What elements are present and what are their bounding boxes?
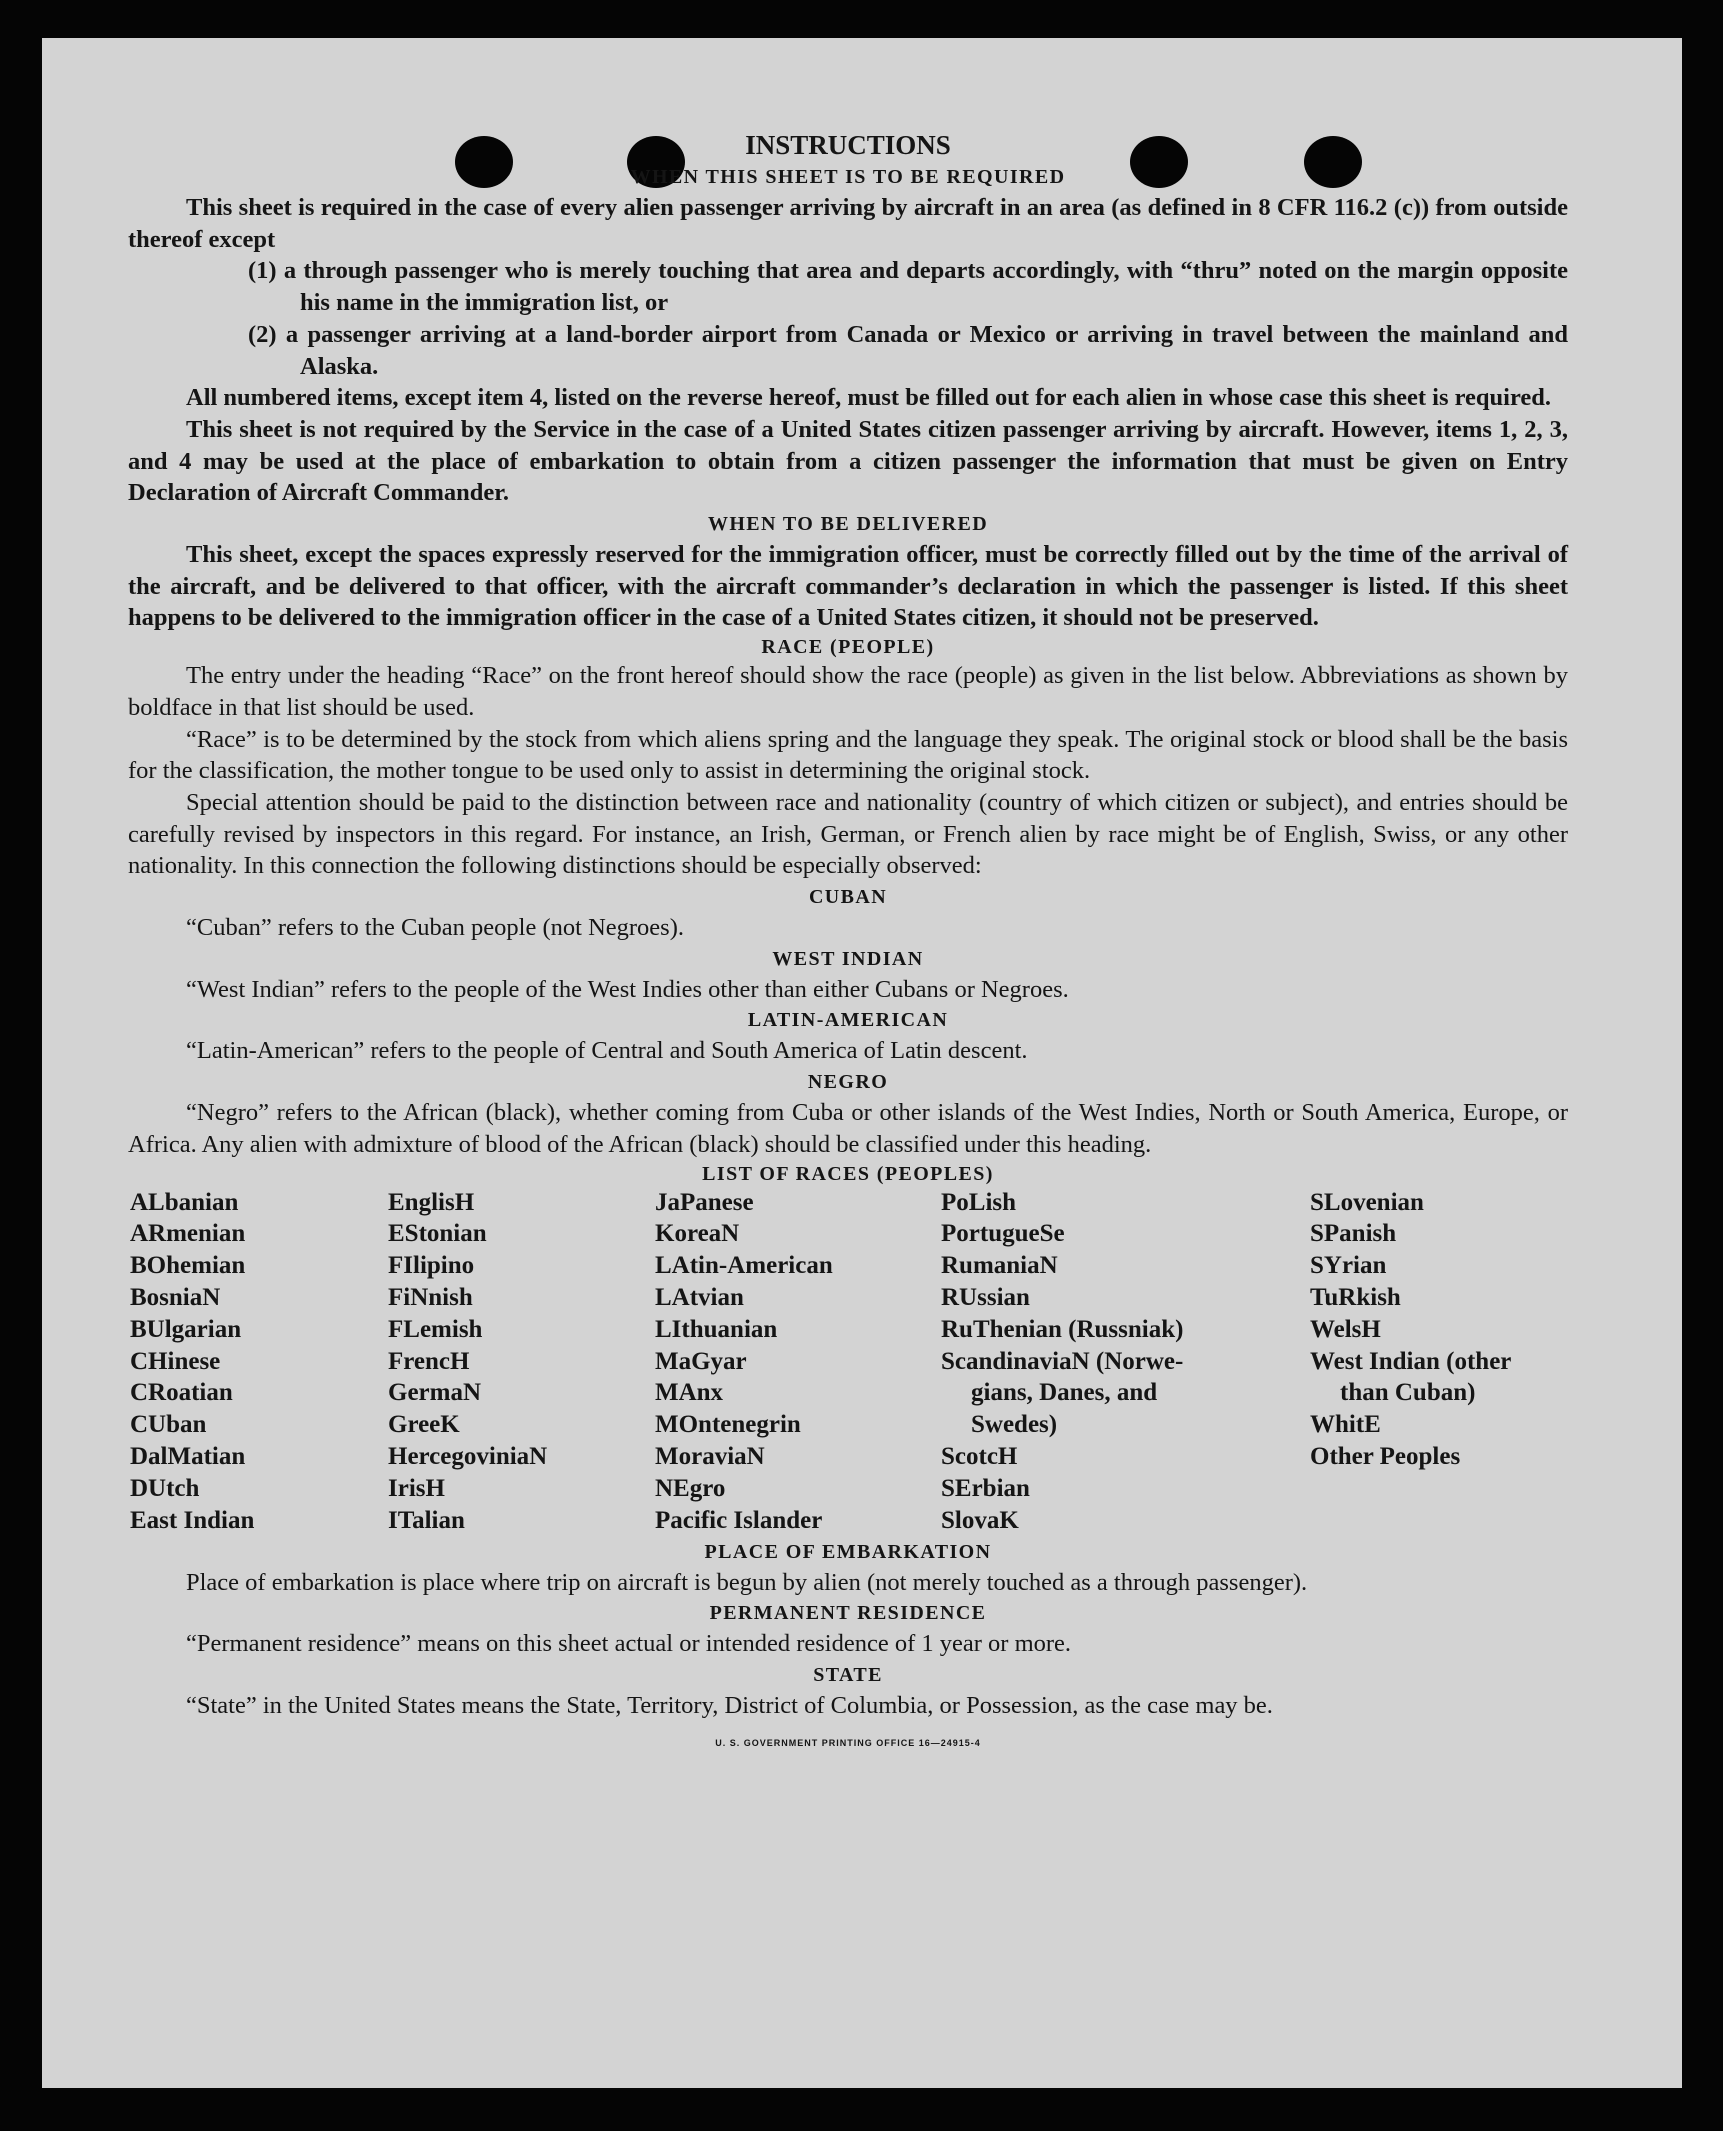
heading-latin-american: LATIN-AMERICAN — [747, 1009, 949, 1032]
list-item: than Cuban) — [1340, 1379, 1476, 1407]
list-item: CRoatian — [130, 1379, 233, 1407]
paragraph: “West Indian” refers to the people of the West Indies other than either Cubans or Negroes. — [186, 975, 1069, 1003]
list-item: LAtin-American — [655, 1252, 833, 1280]
paragraph: “Cuban” refers to the Cuban people (not Negroes). — [186, 914, 684, 942]
document-body — [128, 128, 1568, 1759]
list-item: ScotcH — [941, 1442, 1018, 1470]
heading-place-of-embarkation: PLACE OF EMBARKATION — [704, 1540, 992, 1563]
list-item: KoreaN — [655, 1220, 740, 1248]
list-item: BosniaN — [130, 1283, 221, 1311]
paragraph: This sheet is required in the case of every alien passenger arriving by aircraft in an area (as defined in 8 CFR 116.2 (c)) from outside thereof except — [128, 194, 1568, 253]
heading-west-indian: WEST INDIAN — [772, 947, 924, 970]
list-item: DUtch — [130, 1474, 200, 1502]
list-item: MOntenegrin — [655, 1411, 801, 1439]
list-item: NEgro — [655, 1474, 726, 1502]
list-item: RuThenian (Russniak) — [941, 1315, 1184, 1343]
paragraph: “Permanent residence” means on this sheet actual or intended residence of 1 year or more. — [186, 1630, 1072, 1658]
paragraph: The entry under the heading “Race” on the front hereof should show the race (people) as given in the list below. Abbreviations as shown by boldface in that list should be used. — [128, 662, 1568, 721]
list-item: WelsH — [1310, 1315, 1381, 1343]
list-item: CHinese — [130, 1347, 221, 1375]
list-item: WhitE — [1310, 1411, 1381, 1439]
list-item: GermaN — [388, 1379, 482, 1407]
list-item: (1) a through passenger who is merely touching that area and departs accordingly, with “thru” noted on the margin opposite his name in the immigration list, or — [248, 257, 1568, 317]
paragraph: Special attention should be paid to the distinction between race and nationality (country of which citizen or subject), and entries should be carefully revised by inspectors in this regard. For instance, an Irish, German, or French alien by race might be of English, Swiss, or any other nationality. In this connection the following distinctions should be especially observed: — [128, 788, 1568, 880]
heading-when-delivered: WHEN TO BE DELIVERED — [707, 513, 989, 536]
list-item: IrisH — [388, 1474, 445, 1502]
paragraph: “Negro” refers to the African (black), whether coming from Cuba or other islands of the West Indies, North or South America, Europe, or Africa. Any alien with admixture of blood of the African (black) should be classified under this heading. — [128, 1099, 1568, 1158]
list-item: (2) a passenger arriving at a land-border airport from Canada or Mexico or arriving in travel between the mainland and Alaska. — [248, 320, 1568, 380]
list-item: FLemish — [388, 1315, 483, 1343]
list-item: CUban — [130, 1411, 207, 1439]
list-item: ScandinaviaN (Norwe- — [941, 1347, 1184, 1375]
paragraph: All numbered items, except item 4, listed on the reverse hereof, must be filled out for each alien in whose case this sheet is required. — [186, 384, 1552, 412]
heading-negro: NEGRO — [807, 1071, 889, 1094]
list-item: EStonian — [388, 1220, 487, 1248]
list-item: ARmenian — [130, 1220, 246, 1248]
paragraph: Place of embarkation is place where trip on aircraft is begun by alien (not merely touched as a through passenger). — [186, 1568, 1308, 1596]
list-item: FrencH — [388, 1347, 470, 1375]
list-item: SYrian — [1310, 1252, 1387, 1280]
list-item: SPanish — [1310, 1220, 1397, 1248]
list-item: TuRkish — [1310, 1283, 1401, 1311]
list-item: BOhemian — [130, 1252, 246, 1280]
list-item: EnglisH — [388, 1188, 475, 1216]
races-column-1 — [130, 1187, 254, 1537]
paragraph: “Race” is to be determined by the stock from which aliens spring and the language they speak. The original stock or blood shall be the basis for the classification, the mother tongue to be used only to assist in determining the original stock. — [128, 725, 1568, 785]
heading-permanent-residence: PERMANENT RESIDENCE — [709, 1602, 987, 1625]
list-item: GreeK — [388, 1411, 460, 1439]
list-item: PortugueSe — [941, 1220, 1065, 1248]
list-item: SlovaK — [941, 1506, 1019, 1534]
list-item: RumaniaN — [941, 1252, 1058, 1280]
list-item: Pacific Islander — [655, 1506, 823, 1534]
list-item: BUlgarian — [130, 1315, 242, 1343]
paragraph: “State” in the United States means the State, Territory, District of Columbia, or Possession, as the case may be. — [186, 1691, 1273, 1719]
heading-list-of-races: LIST OF RACES (PEOPLES) — [702, 1162, 994, 1185]
heading-state: STATE — [813, 1663, 883, 1686]
heading-race: RACE (PEOPLE) — [761, 636, 935, 659]
list-item: FIlipino — [388, 1252, 475, 1280]
list-item: HercegoviniaN — [388, 1442, 548, 1470]
list-item: LAtvian — [655, 1283, 744, 1311]
paragraph: This sheet, except the spaces expressly reserved for the immigration officer, must be correctly filled out by the time of the arrival of the aircraft, and be delivered to that officer, with the aircraft commander’s declaration in which the passenger is listed. If this sheet happens to be delivered to the immigration officer in the case of a United States citizen, it should not be preserved. — [128, 541, 1568, 632]
list-item: ALbanian — [130, 1188, 239, 1216]
list-item: West Indian (other — [1310, 1347, 1512, 1375]
list-item: PoLish — [941, 1188, 1017, 1216]
list-item: SLovenian — [1310, 1188, 1424, 1216]
list-item: RUssian — [941, 1283, 1030, 1311]
list-item: JaPanese — [655, 1188, 754, 1216]
list-item: MaGyar — [655, 1347, 747, 1375]
list-item: gians, Danes, and — [971, 1379, 1158, 1407]
printer-imprint: U. S. GOVERNMENT PRINTING OFFICE 16—24915-4 — [715, 1737, 981, 1748]
list-item: SErbian — [941, 1474, 1030, 1502]
races-column-2 — [388, 1187, 547, 1537]
heading-cuban: CUBAN — [808, 886, 888, 909]
list-item: LIthuanian — [655, 1315, 778, 1343]
heading-when-required: WHEN THIS SHEET IS TO BE REQUIRED — [630, 166, 1066, 188]
list-item: MoraviaN — [655, 1442, 765, 1470]
races-column-5 — [1310, 1187, 1511, 1473]
races-list — [128, 1187, 1568, 1537]
paragraph: “Latin-American” refers to the people of Central and South America of Latin descent. — [186, 1037, 1028, 1065]
list-item: East Indian — [130, 1506, 255, 1534]
list-item: Swedes) — [971, 1411, 1058, 1439]
races-column-4 — [941, 1187, 1183, 1537]
list-item: MAnx — [655, 1379, 724, 1407]
races-column-3 — [655, 1187, 833, 1537]
list-item: DalMatian — [130, 1442, 246, 1470]
list-item: ITalian — [388, 1506, 465, 1534]
page-title: INSTRUCTIONS — [745, 130, 951, 160]
paragraph: This sheet is not required by the Service in the case of a United States citizen passenger arriving by aircraft. However, items 1, 2, 3, and 4 may be used at the place of embarkation to obtain from a citizen passenger the information that must be given on Entry Declaration of Aircraft Commander. — [128, 415, 1568, 507]
list-item: FiNnish — [388, 1283, 473, 1311]
list-item: Other Peoples — [1310, 1442, 1461, 1470]
